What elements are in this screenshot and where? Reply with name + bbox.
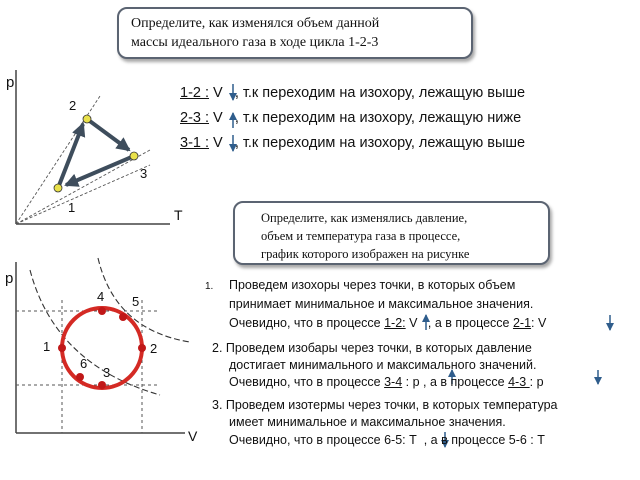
graph2-point-1 [58, 344, 66, 352]
step1-symbol: : V [531, 316, 547, 330]
question2-line2: объем и температура газа в процессе, [261, 229, 461, 243]
question2-line1: Определите, как изменялись давление, [261, 211, 468, 225]
step3-text: , а в процессе 5-6 : Т [423, 433, 545, 447]
process-explanation: , т.к переходим на изохору, лежащую выше [234, 135, 526, 151]
question2-line3: график которого изображен на рисунке [261, 247, 470, 261]
step1-process: 1-2: [384, 316, 406, 330]
graph1-isochores [16, 96, 150, 224]
graph2-point-4 [98, 307, 106, 315]
isochore-line [16, 165, 150, 224]
graph2-axes [16, 262, 185, 433]
graph2-label-1: 1 [43, 339, 51, 354]
process-symbol: V [209, 110, 223, 126]
step2-text: , а в процессе [419, 375, 509, 389]
isochore-line [16, 150, 150, 224]
graph1-cycle [54, 115, 138, 192]
step2-line1: 2. Проведем изобары через точки, в которых давление [212, 341, 532, 355]
graph2-label-3: 3 [103, 365, 111, 380]
step2-text: Очевидно, что в процессе [229, 375, 385, 389]
graph1-point-1 [54, 184, 62, 192]
step1-text: , а в процессе [427, 316, 513, 330]
process-2-3 [180, 110, 521, 126]
graph2-point-6 [76, 373, 84, 381]
step2-symbol: : р [402, 375, 420, 389]
process-1-2 [180, 85, 525, 101]
process-3-1 [180, 135, 525, 151]
process-label: 3-1 : [180, 135, 210, 151]
step1-line3 [229, 315, 546, 331]
process-2-3-arrow [87, 119, 129, 150]
isotherm-outer [98, 258, 190, 342]
graph2-label-6: 6 [80, 356, 88, 371]
graph2-label-5: 5 [132, 294, 140, 309]
step1-symbol: V [405, 316, 421, 330]
step3-line3 [229, 432, 545, 448]
graph1-y-label: p [6, 74, 15, 91]
graph1-axes [16, 70, 170, 224]
graph2-point-3 [98, 381, 106, 389]
step1-process: 2-1 [512, 316, 532, 330]
step1-line1: Проведем изохоры через точки, в которых объем [229, 278, 516, 292]
graph1-label-3: 3 [140, 166, 148, 181]
process-explanation: , т.к переходим на изохору, лежащую выше [234, 85, 526, 101]
process-label: 1-2 : [180, 85, 210, 101]
step2-process: 3-4 [384, 375, 403, 389]
process-3-1-arrow [66, 156, 134, 185]
process-symbol: V [209, 135, 223, 151]
graph1-label-2: 2 [69, 98, 77, 113]
graph1-point-2 [83, 115, 91, 123]
process-label: 2-3 : [180, 110, 210, 126]
graph2-x-label: V [188, 428, 198, 444]
step1-text: Очевидно, что в процессе [229, 316, 385, 330]
graph2-points [58, 307, 146, 389]
graph2-label-4: 4 [97, 289, 105, 304]
graph2-y-label: p [5, 270, 14, 287]
step2-line3 [229, 374, 544, 390]
step2-process: 4-3 [508, 375, 530, 389]
graph2-point-2 [138, 344, 146, 352]
question1-line1: Определите, как изменялся объем данной [131, 16, 380, 31]
step3-line1: 3. Проведем изотермы через точки, в которых температура [212, 398, 558, 412]
graph2-label-2: 2 [150, 341, 158, 356]
graph1-point-3 [130, 152, 138, 160]
process-symbol: V [209, 85, 223, 101]
process-explanation: , т.к переходим на изохору, лежащую ниже [234, 110, 522, 126]
question1-line2: массы идеального газа в ходе цикла 1-2-3 [131, 35, 379, 50]
step1-number: 1. [205, 281, 214, 292]
step3-text: Очевидно, что в процессе 6-5: Т [229, 433, 417, 447]
graph1-label-1: 1 [68, 200, 76, 215]
graph2-point-5 [119, 313, 127, 321]
step1-line2: принимает минимальное и максимальное значения. [229, 297, 534, 311]
step3-line2: имеет минимальное и максимальное значения. [229, 415, 506, 429]
graph1-x-label: T [174, 207, 183, 223]
step2-symbol: : р [529, 375, 544, 389]
step2-line2: достигает минимального и максимального значений. [229, 358, 537, 372]
